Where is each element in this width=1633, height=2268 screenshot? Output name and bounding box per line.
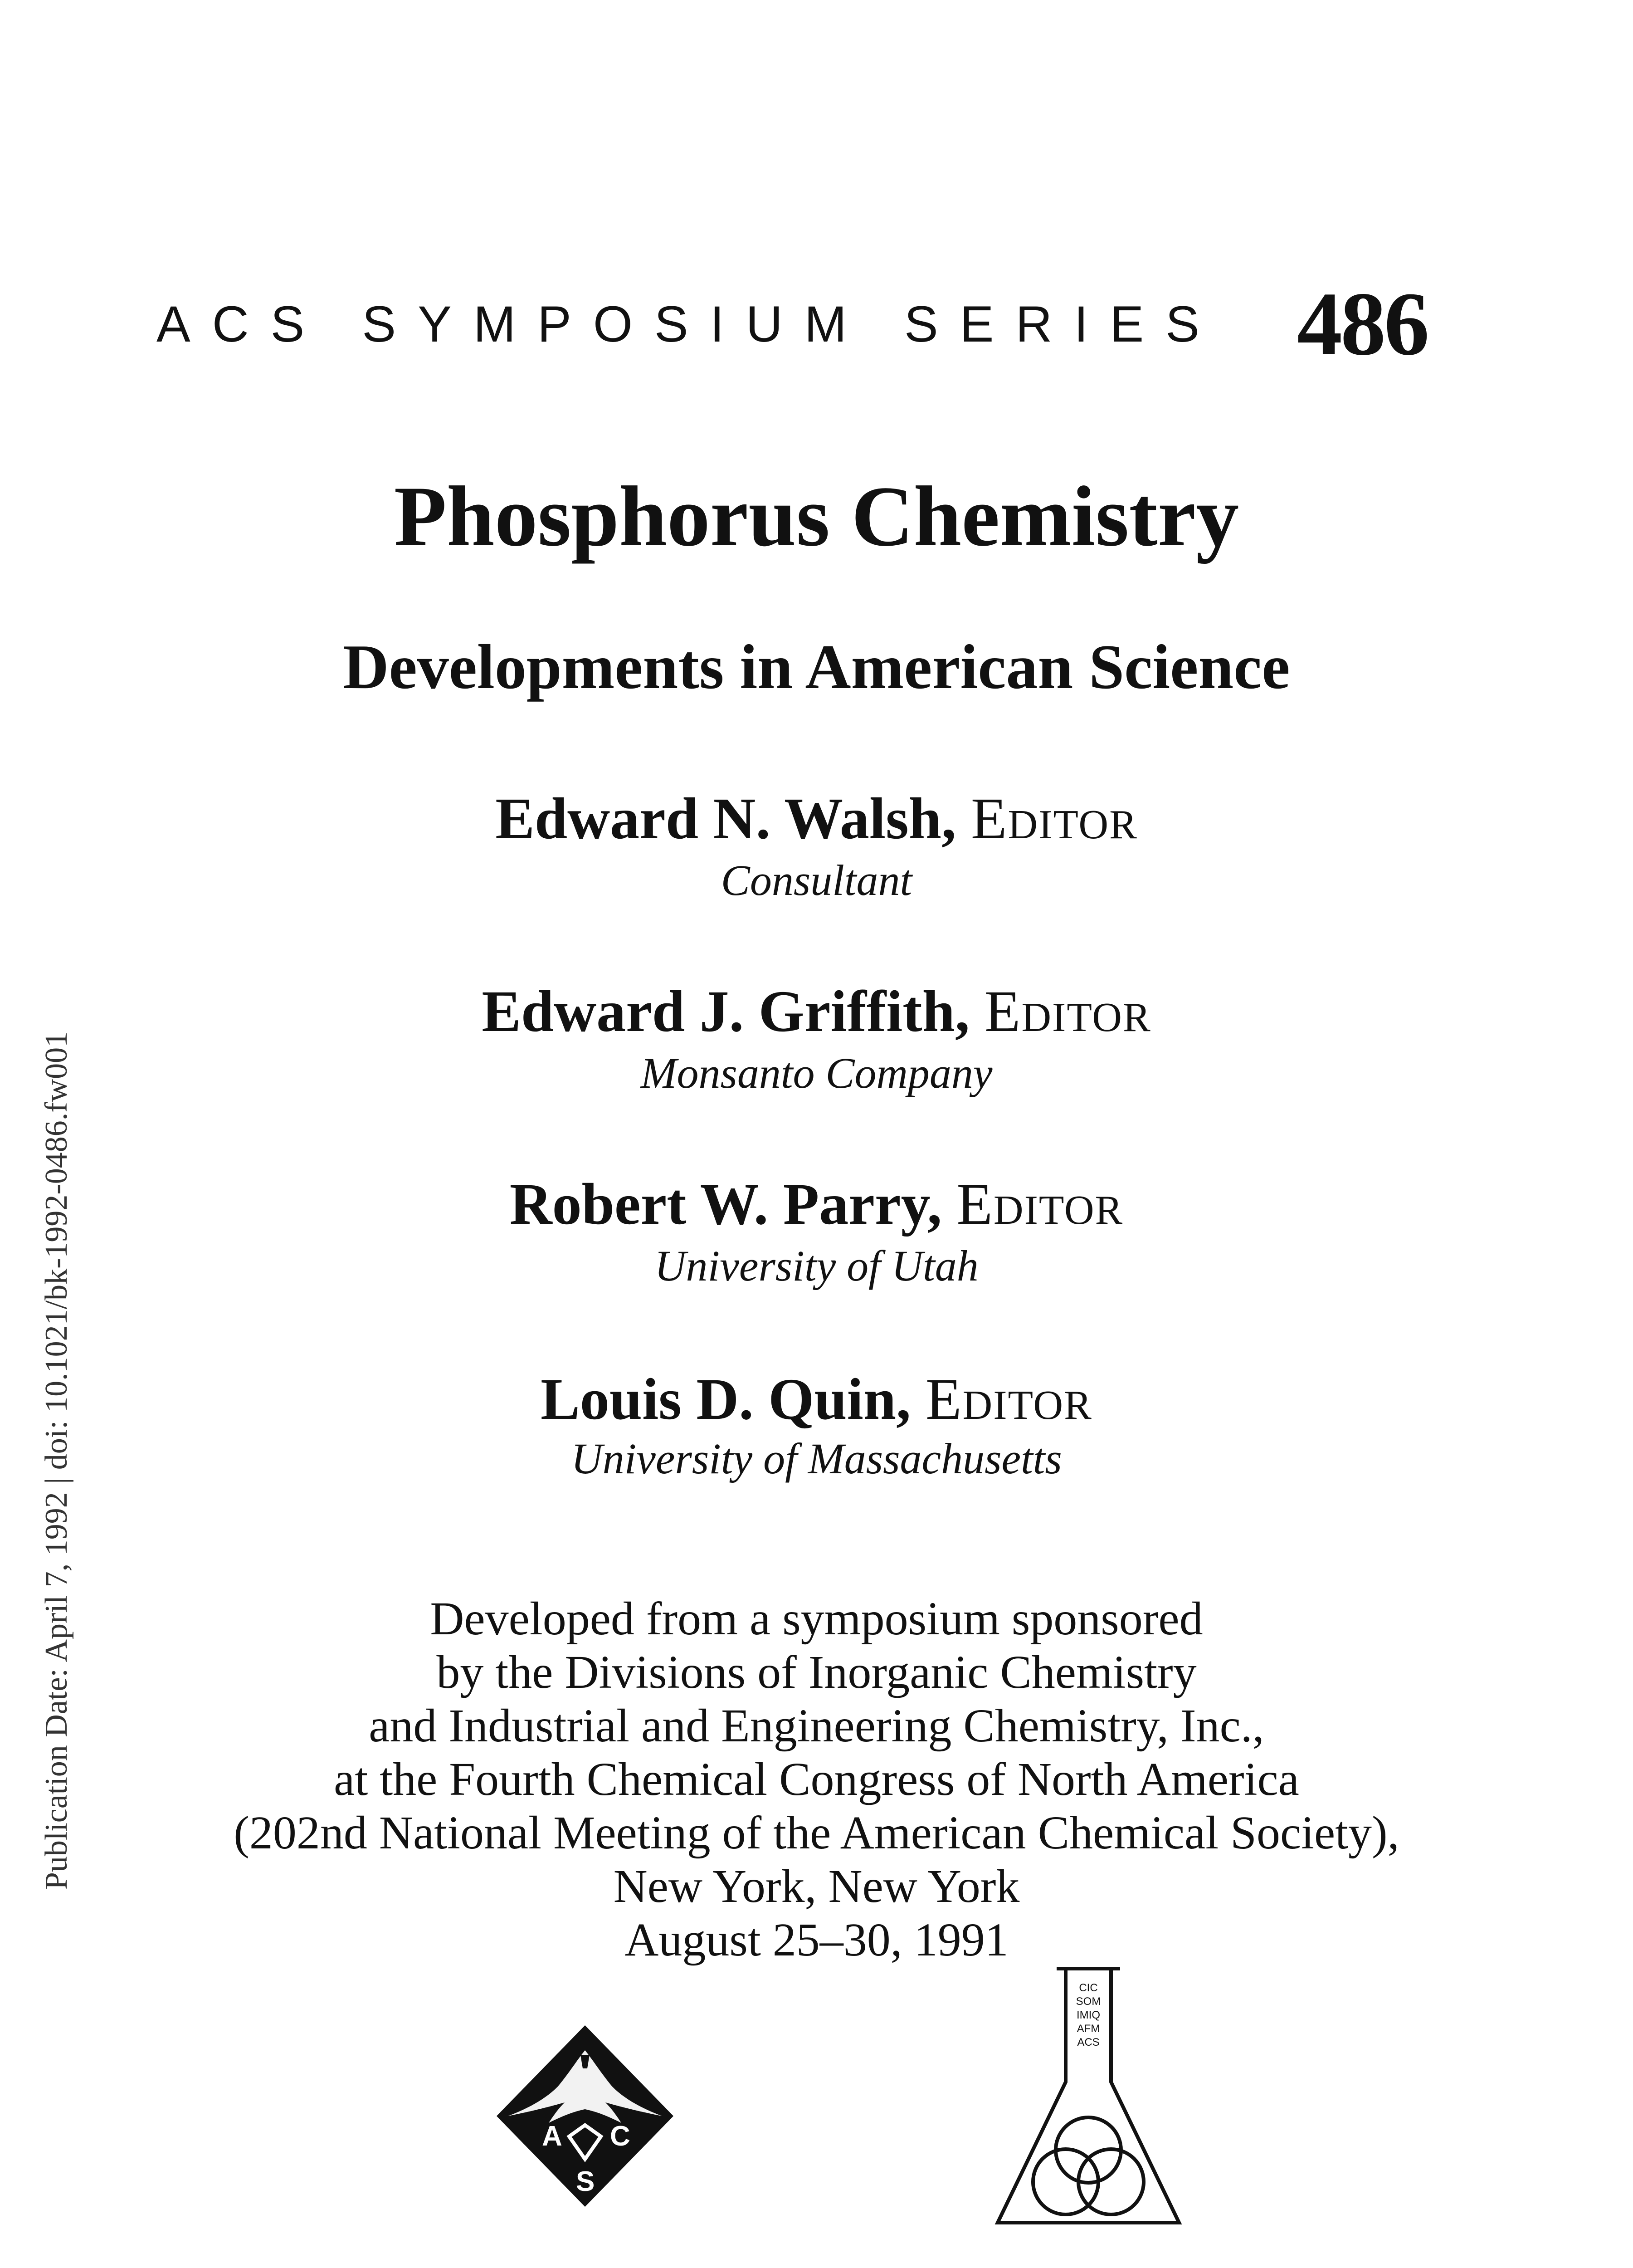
acs-letter-s: S <box>576 2166 595 2197</box>
blurb-line: Developed from a symposium sponsored <box>430 1593 1203 1645</box>
symposium-blurb <box>0 1592 1633 1967</box>
editor-role: Editor <box>970 786 1138 851</box>
blurb-line: August 25–30, 1991 <box>624 1914 1009 1966</box>
flask-label-line: IMIQ <box>1077 2009 1100 2021</box>
editor-affiliation: Monsanto Company <box>640 1049 993 1097</box>
flask-label-line: ACS <box>1077 2036 1100 2048</box>
acs-letter-a: A <box>542 2121 562 2152</box>
editor-name <box>0 1170 1633 1238</box>
editor-name <box>0 1365 1633 1433</box>
book-title: Phosphorus Chemistry <box>394 469 1239 564</box>
editor-name-text: Edward N. Walsh, <box>495 786 956 851</box>
editor-role: Editor <box>926 1367 1092 1432</box>
editor-role: Editor <box>984 979 1151 1044</box>
acs-logo <box>490 2019 680 2214</box>
editor-name-text: Robert W. Parry, <box>509 1172 942 1237</box>
book-subtitle: Developments in American Science <box>343 632 1290 702</box>
editor-role: Editor <box>956 1172 1124 1237</box>
flask-label-line: SOM <box>1076 1995 1101 2008</box>
editor-name <box>0 785 1633 853</box>
blurb-line: by the Divisions of Inorganic Chemistry <box>436 1646 1197 1698</box>
blurb-line: (202nd National Meeting of the American Chemical Society), <box>234 1807 1399 1859</box>
publication-side-note: Publication Date: April 7, 1992 | doi: 10.1021/bk-1992-0486.fw001 <box>39 1031 74 1890</box>
flask-label-line: CIC <box>1079 1982 1098 1994</box>
editor-name-text: Edward J. Griffith, <box>482 979 970 1044</box>
blurb-line: at the Fourth Chemical Congress of North America <box>334 1753 1299 1805</box>
blurb-line: and Industrial and Engineering Chemistry, Inc., <box>369 1700 1264 1752</box>
acs-letter-c: C <box>610 2121 630 2152</box>
editor-affiliation: Consultant <box>721 856 912 904</box>
series-number: 486 <box>1297 274 1428 374</box>
flask-logo <box>984 1960 1193 2232</box>
editor-affiliation: University of Utah <box>654 1242 979 1290</box>
editor-name <box>0 978 1633 1046</box>
editor-affiliation: University of Massachusetts <box>571 1434 1062 1483</box>
blurb-line: New York, New York <box>613 1860 1020 1912</box>
series-name: ACS SYMPOSIUM SERIES <box>156 296 1221 352</box>
editor-name-text: Louis D. Quin, <box>541 1367 911 1432</box>
flask-label-line: AFM <box>1077 2023 1100 2035</box>
